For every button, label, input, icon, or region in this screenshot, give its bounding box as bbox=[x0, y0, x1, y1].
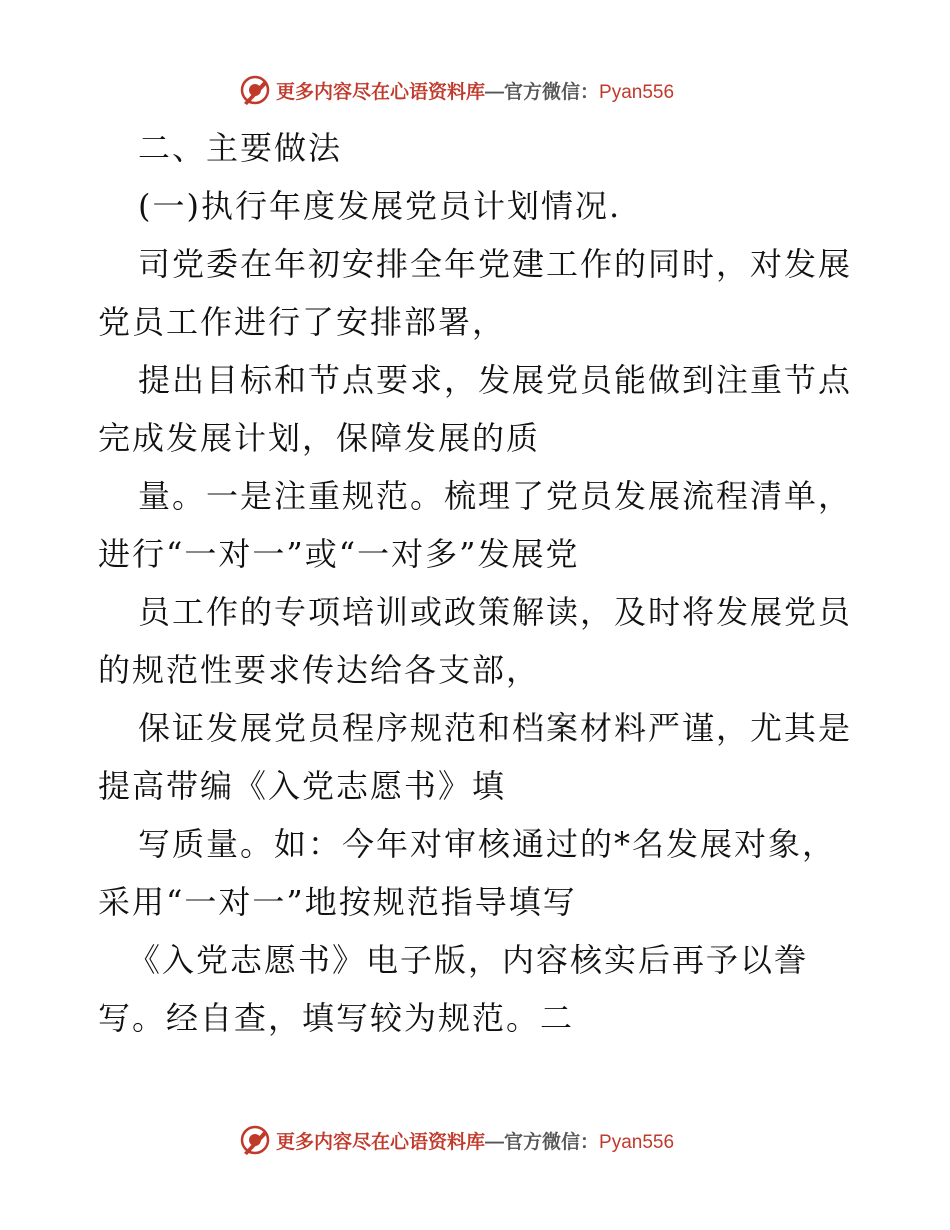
paragraph-line: 采用“一对一”地按规范指导填写 bbox=[98, 883, 577, 921]
paragraph-line: 保证发展党员程序规范和档案材料严谨，尤其是 bbox=[138, 709, 853, 747]
watermark-text-wechat: —官方微信： bbox=[485, 81, 600, 103]
paragraph-line: 员工作的专项培训或政策解读，及时将发展党员 bbox=[138, 593, 853, 631]
paragraph-line: 提出目标和节点要求，发展党员能做到注重节点 bbox=[138, 361, 853, 399]
subsection-heading: (一)执行年度发展党员计划情况. bbox=[138, 187, 622, 225]
section-heading: 二、主要做法 bbox=[138, 129, 343, 167]
paragraph-line: 提高带编《入党志愿书》填 bbox=[98, 767, 507, 805]
watermark-text-id: Pyan556 bbox=[599, 1131, 675, 1153]
watermark-text-main: 更多内容尽在心语资料库 bbox=[276, 1131, 486, 1153]
paragraph-line: 写质量。如：今年对审核通过的*名发展对象， bbox=[138, 825, 837, 863]
paragraph-line: 《入党志愿书》电子版，内容核实后再予以誊 bbox=[128, 941, 809, 979]
footer-watermark bbox=[0, 1120, 950, 1160]
paragraph-line: 党员工作进行了安排部署， bbox=[98, 303, 507, 341]
pen-logo-icon bbox=[238, 1123, 272, 1157]
paragraph-line: 进行“一对一”或“一对多”发展党 bbox=[98, 535, 580, 573]
paragraph-line: 完成发展计划，保障发展的质 bbox=[98, 419, 541, 457]
pen-logo-icon bbox=[238, 73, 272, 107]
paragraph-line: 司党委在年初安排全年党建工作的同时，对发展 bbox=[138, 245, 853, 283]
paragraph-line: 量。一是注重规范。梳理了党员发展流程清单， bbox=[138, 477, 853, 515]
paragraph-line: 的规范性要求传达给各支部， bbox=[98, 651, 541, 689]
watermark-text-wechat: —官方微信： bbox=[485, 1131, 600, 1153]
paragraph-line: 写。经自查，填写较为规范。二 bbox=[98, 999, 575, 1037]
watermark-text-id: Pyan556 bbox=[599, 81, 675, 103]
watermark-text bbox=[276, 1127, 674, 1154]
watermark-text bbox=[276, 77, 674, 104]
header-watermark bbox=[0, 70, 950, 110]
watermark-text-main: 更多内容尽在心语资料库 bbox=[276, 81, 486, 103]
